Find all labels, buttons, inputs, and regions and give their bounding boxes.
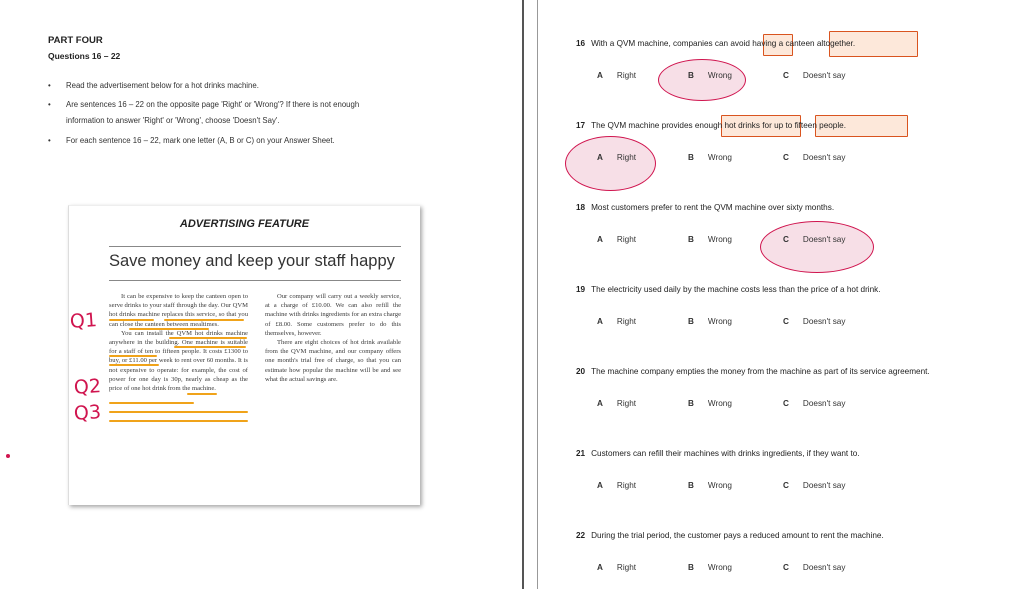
part-title: PART FOUR <box>48 35 103 46</box>
option-c[interactable]: C Doesn't say <box>783 481 846 490</box>
option-b[interactable]: B Wrong <box>688 317 732 326</box>
ad-headline: Save money and keep your staff happy <box>109 252 395 270</box>
option-a[interactable]: A Right <box>597 71 637 80</box>
page-divider <box>522 0 524 589</box>
answer-circle-q18 <box>760 221 874 273</box>
option-a[interactable]: A Right <box>597 317 637 326</box>
underline-mark <box>179 328 209 330</box>
option-c[interactable]: C Doesn't say <box>783 71 846 80</box>
advertisement <box>68 205 420 505</box>
ad-paragraph: Our company will carry out a weekly service, at a charge of £10.00. We can also refill the machine with drinks ingredients for an extra charge of £8.00. Some customers prefer to do this themselves, however. <box>265 293 401 337</box>
option-c[interactable]: C Doesn't say <box>783 153 846 162</box>
option-c[interactable]: C Doesn't say <box>783 563 846 572</box>
ad-rule <box>109 280 401 281</box>
ad-column-left <box>109 292 248 393</box>
left-page: PART FOUR Questions 16 – 22 • Read the advertisement below for a hot drinks machine. • Are sentences 16 – 22 on the opposite page 'Right' or 'Wrong'? If there is not enough information to answer 'Right' or 'Wrong', choose 'Doesn't Say'. • For each sentence 16 – 22, mark one letter (A, B or C) on your Answer Sheet. ADVERTISING FEATURE Save money and keep your staff happy It can be expensive to keep the canteen open to serve drinks to your staff through the day. Our QVM hot drinks machine replaces this service, so that you can close the canteen between mealtimes. You can install the QVM hot drinks machine anywhere in the building. One machine is suitable for a staff of ten to fifteen people. It costs £1300 to buy, or £11.00 per week to rent over 60 months. It is not expensive to operate: for example, the cost of power for one day is 30p, nearly as cheap as the price of one hot drink from the machine. Our company will carry out a weekly service, at a charge of £10.00. We can also refill the machine with drinks ingredients for an extra charge of £8.00. Some customers prefer to do this themselves, however. There are eight choices of hot drink available from the QVM machine, and our company offers one month's trial free of charge, so that you can estimate how popular the machine will be and see what the actual savings are. Q1 Q2 Q3 <box>0 0 522 589</box>
ad-rule <box>109 246 401 247</box>
option-b[interactable]: B Wrong <box>688 563 732 572</box>
option-c[interactable]: C Doesn't say <box>783 235 846 244</box>
option-b[interactable]: B Wrong <box>688 153 732 162</box>
ad-paragraph: It can be expensive to keep the canteen open to serve drinks to your staff through the day. Our QVM hot drinks machine replaces this service, so that you can close the canteen between mealtimes. <box>109 293 248 328</box>
underline-mark <box>164 319 244 321</box>
option-b[interactable]: B Wrong <box>688 481 732 490</box>
right-page <box>538 0 1024 589</box>
boxed-phrase: up to fifteen people <box>774 121 844 130</box>
ad-paragraph: There are eight choices of hot drink available from the QVM machine, and our company offers one month's trial free of charge, so that you can estimate how popular the machine will be and see what the actual savings are. <box>265 339 401 383</box>
underline-mark <box>109 364 159 366</box>
question-16: 16 With a QVM machine, companies can avoid having a canteen altogether. <box>576 39 856 48</box>
handwritten-q1: Q1 <box>69 309 98 333</box>
handwritten-q2: Q2 <box>73 375 102 399</box>
underline-mark <box>109 420 248 422</box>
option-a[interactable]: A Right <box>597 563 637 572</box>
ad-paragraph: You can install the QVM hot drinks machine anywhere in the building. One machine is suitable for a staff of ten to fifteen people. It costs £1300 to buy, or £11.00 per week to rent over 60 months. It is not expensive to operate: for example, the cost of power for one day is 30p, nearly as cheap as the price of one hot drink from the machine. <box>109 329 248 393</box>
question-17: 17 The QVM machine provides enough hot drinks for up to fifteen people. <box>576 121 847 130</box>
answer-circle-q16 <box>658 59 746 101</box>
boxed-word: avoid <box>730 39 750 48</box>
option-b[interactable]: B Wrong <box>688 235 732 244</box>
underline-mark <box>109 411 248 413</box>
ad-column-right <box>265 292 401 384</box>
question-18: 18 Most customers prefer to rent the QVM machine over sixty months. <box>576 203 835 212</box>
underline-mark <box>109 402 194 404</box>
option-a[interactable]: A Right <box>597 235 637 244</box>
option-a[interactable]: A Right <box>597 153 637 162</box>
ink-dot <box>6 454 10 458</box>
question-22: 22 During the trial period, the customer pays a reduced amount to rent the machine. <box>576 531 884 540</box>
underline-mark <box>109 319 154 321</box>
option-a[interactable]: A Right <box>597 481 637 490</box>
boxed-phrase: enough hot drinks <box>694 121 760 130</box>
answer-circle-q17 <box>565 136 656 191</box>
option-c[interactable]: C Doesn't say <box>783 317 846 326</box>
underline-mark <box>174 346 246 348</box>
boxed-phrase: canteen altogether <box>785 39 853 48</box>
questions-range: Questions 16 – 22 <box>48 51 121 61</box>
question-20: 20 The machine company empties the money from the machine as part of its service agreement. <box>576 367 930 376</box>
question-19: 19 The electricity used daily by the machine costs less than the price of a hot drink. <box>576 285 881 294</box>
underline-mark <box>109 355 157 357</box>
handwritten-q3: Q3 <box>73 401 102 425</box>
underline-mark <box>187 393 217 395</box>
ad-header: ADVERTISING FEATURE <box>179 218 310 230</box>
option-a[interactable]: A Right <box>597 399 637 408</box>
question-21: 21 Customers can refill their machines with drinks ingredients, if they want to. <box>576 449 860 458</box>
option-b[interactable]: B Wrong <box>688 71 732 80</box>
underline-mark <box>169 337 247 339</box>
option-c[interactable]: C Doesn't say <box>783 399 846 408</box>
option-b[interactable]: B Wrong <box>688 399 732 408</box>
